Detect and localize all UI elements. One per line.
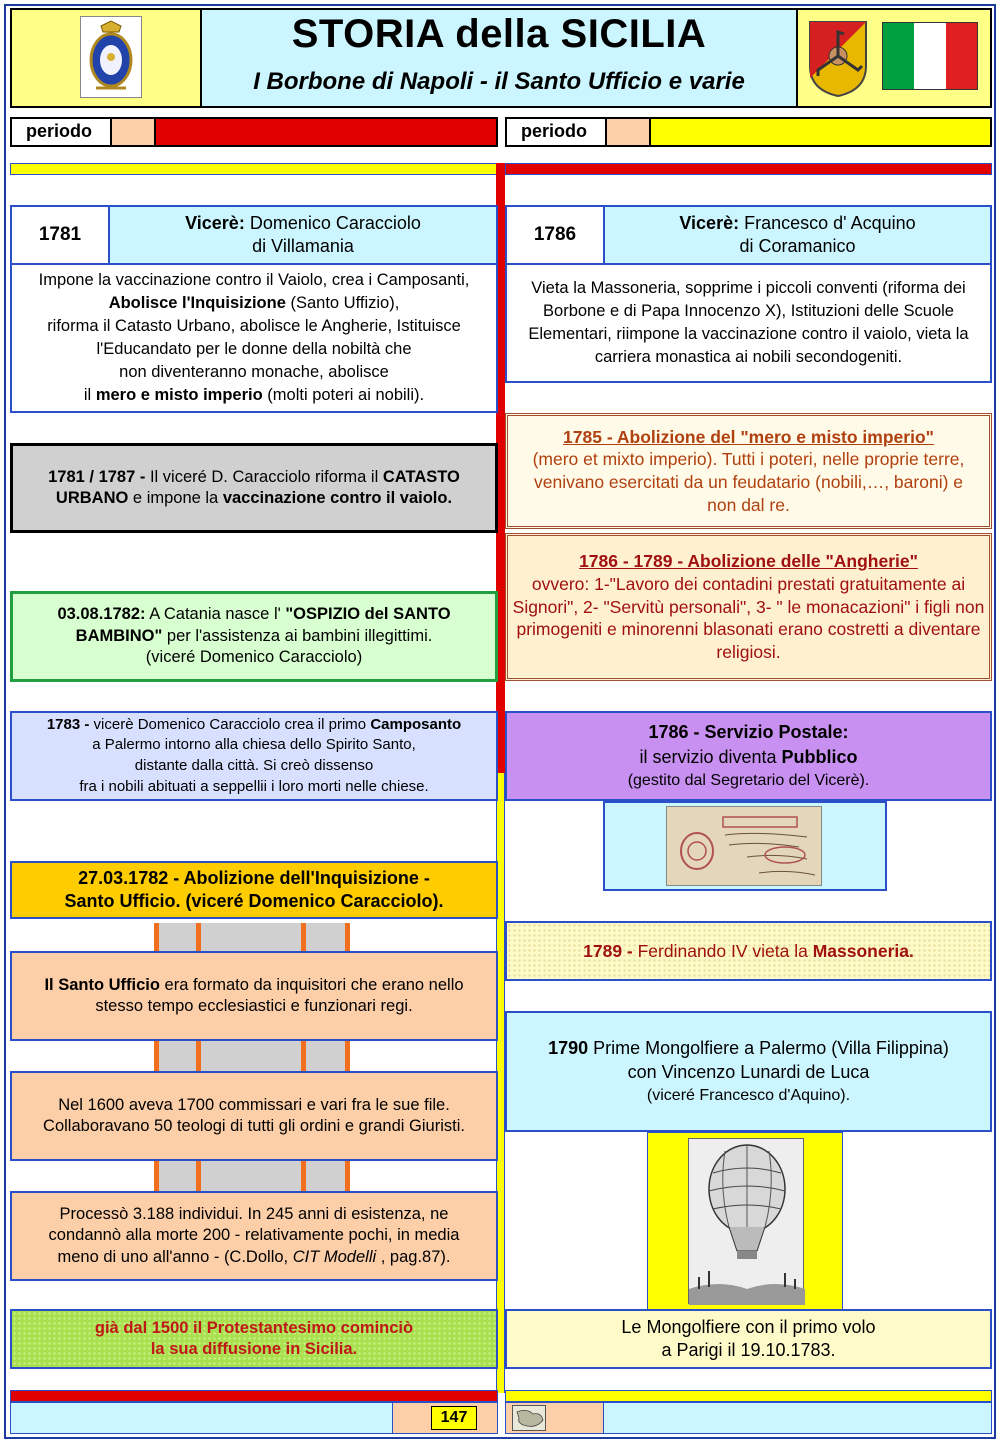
protestantesimo-box bbox=[10, 1309, 498, 1369]
angherie-box bbox=[505, 533, 992, 681]
camposanto-date: 1783 - bbox=[46, 715, 90, 733]
period-label-right: periodo bbox=[505, 117, 607, 147]
camposanto-bold: Camposanto bbox=[370, 715, 462, 733]
massoneria-bold: Massoneria. bbox=[812, 940, 914, 961]
footer-left-red bbox=[10, 1390, 498, 1402]
viceroy-place: di Coramanico bbox=[739, 236, 856, 256]
balloon-image bbox=[688, 1138, 804, 1304]
ospizio-text: A Catania nasce l' bbox=[145, 605, 286, 624]
reforms-line: il bbox=[83, 386, 96, 405]
angherie-title: 1786 - 1789 - Abolizione delle "Angherie" bbox=[579, 551, 918, 572]
period-spacer-right bbox=[605, 117, 651, 147]
camposanto-text: fra i nobili abituati a seppellii i loro morti nelle chiese. bbox=[79, 777, 429, 795]
commissari-text: Nel 1600 aveva 1700 commissari e vari fra le sue file. bbox=[58, 1095, 450, 1114]
connector-3 bbox=[154, 1161, 350, 1191]
massoneria-date: 1789 - bbox=[583, 940, 633, 961]
left-top-strip bbox=[10, 163, 498, 175]
mero-text: (mero et mixto imperio). Tutti i poteri, nelle proprie terre, venivano esercitati da un feudatario (nobili,…, baroni) e non dal re. bbox=[532, 449, 965, 515]
viceroy-name: Domenico Caracciolo bbox=[249, 212, 421, 233]
catasto-text: Il viceré D. Caracciolo riforma il bbox=[145, 467, 383, 486]
mongolfiere-text: Prime Mongolfiere a Palermo (Villa Filippina) bbox=[588, 1037, 949, 1058]
santo-ufficio-bold: Il Santo Ufficio bbox=[44, 975, 160, 994]
mero-box bbox=[505, 413, 992, 529]
catasto-box bbox=[10, 443, 498, 533]
processi-text: , pag.87). bbox=[376, 1247, 451, 1266]
inquisizione-line: Santo Ufficio. (viceré Domenico Caracciolo). bbox=[64, 891, 444, 911]
viceroy-name: Francesco d' Acquino bbox=[744, 212, 916, 233]
viceroy-place: di Villamania bbox=[252, 236, 354, 256]
catasto-text: e impone la bbox=[128, 489, 223, 507]
postale-bold: Pubblico bbox=[781, 746, 858, 767]
camposanto-text: distante dalla città. Si creò dissenso bbox=[134, 757, 374, 774]
ospizio-text: per l'assistenza ai bambini illegittimi. bbox=[162, 626, 433, 645]
camposanto-box bbox=[10, 711, 498, 801]
postale-box bbox=[505, 711, 992, 801]
protestantesimo-line: la sua diffusione in Sicilia. bbox=[150, 1340, 358, 1358]
mero-title: 1785 - Abolizione del "mero e misto imperio" bbox=[563, 426, 934, 447]
massoneria-text: Ferdinando IV vieta la bbox=[632, 940, 813, 961]
mongolfiere-text: (viceré Francesco d'Aquino). bbox=[646, 1087, 851, 1105]
reforms-line: Impone la vaccinazione contro il Vaiolo, crea i Camposanti, bbox=[38, 270, 470, 289]
reforms-line: riforma il Catasto Urbano, abolisce le Angherie, Istituisce bbox=[47, 316, 461, 335]
reforms-bold: Abolisce l'Inquisizione bbox=[108, 293, 286, 312]
ospizio-box bbox=[10, 591, 498, 682]
period-bar-red bbox=[154, 117, 498, 147]
processi-text: Processò 3.188 individui. In 245 anni di esistenza, ne condannò alla morte 200 - relativamente pochi, in media meno di uno all'anno - (C.Dollo, bbox=[48, 1204, 460, 1266]
catasto-bold: CATASTO URBANO bbox=[55, 467, 460, 507]
viceroy-1786 bbox=[603, 205, 992, 265]
mongolfiere-date: 1790 bbox=[548, 1037, 589, 1058]
footer-right-cyan bbox=[603, 1402, 992, 1434]
parigi-text: Le Mongolfiere con il primo volo bbox=[621, 1316, 876, 1337]
santo-ufficio-box bbox=[10, 951, 498, 1041]
reforms-bold: mero e misto imperio bbox=[95, 386, 263, 405]
year-1786: 1786 bbox=[505, 205, 605, 265]
year-1781: 1781 bbox=[10, 205, 110, 265]
commissari-box bbox=[10, 1071, 498, 1161]
catasto-bold: vaccinazione contro il vaiolo. bbox=[222, 489, 453, 507]
reforms-line: (molti poteri ai nobili). bbox=[262, 386, 425, 405]
ospizio-bold: "OSPIZIO del SANTO BAMBINO" bbox=[75, 605, 451, 645]
trinacria-emblem-icon bbox=[806, 18, 870, 98]
mongolfiere-text: con Vincenzo Lunardi de Luca bbox=[627, 1062, 870, 1083]
connector-1 bbox=[154, 923, 350, 951]
footer-left-cyan bbox=[10, 1402, 394, 1434]
period-label-left: periodo bbox=[10, 117, 112, 147]
catasto-date: 1781 / 1787 - bbox=[48, 467, 146, 486]
bourbon-crest-icon bbox=[80, 16, 142, 98]
viceroy-label: Vicerè: bbox=[679, 212, 740, 233]
right-top-strip bbox=[505, 163, 992, 175]
page-number: 147 bbox=[431, 1406, 477, 1430]
viceroy-label: Vicerè: bbox=[185, 212, 245, 233]
connector-2 bbox=[154, 1041, 350, 1071]
italian-flag-icon bbox=[882, 22, 978, 90]
protestantesimo-line: già dal 1500 il Protestantesimo cominciò bbox=[94, 1318, 414, 1337]
reforms-line: (Santo Uffizio), bbox=[285, 293, 400, 312]
postal-letter-image bbox=[666, 806, 822, 886]
ospizio-date: 03.08.1782: bbox=[57, 605, 146, 624]
camposanto-text: a Palermo intorno alla chiesa dello Spirito Santo, bbox=[92, 736, 416, 754]
postale-text: il servizio diventa bbox=[639, 746, 782, 767]
massoneria-box bbox=[505, 921, 992, 981]
inquisizione-line: 27.03.1782 - Abolizione dell'Inquisizione - bbox=[78, 867, 430, 888]
ospizio-viceroy: (viceré Domenico Caracciolo) bbox=[145, 648, 363, 667]
santo-ufficio-text: era formato da inquisitori che erano nello stesso tempo ecclesiastici e funzionari regi. bbox=[95, 975, 464, 1015]
reforms-1786: Vieta la Massoneria, sopprime i piccoli conventi (riforma dei Borbone e di Papa Innocenzo X), Istituzioni delle Scuole Elementari, riimpone la vaccinazione contro il vaiolo, vieta la carriera monastica ai nobili secondogeniti. bbox=[505, 263, 992, 383]
postale-text: (gestito dal Segretario del Vicerè). bbox=[627, 771, 870, 789]
mongolfiere-box bbox=[505, 1011, 992, 1132]
parigi-box bbox=[505, 1309, 992, 1369]
page-title: STORIA della SICILIA bbox=[291, 12, 707, 56]
inquisizione-box bbox=[10, 861, 498, 919]
processi-citation: CIT Modelli bbox=[292, 1247, 377, 1266]
reforms-line: non diventeranno monache, abolisce bbox=[119, 363, 389, 382]
viceroy-1781 bbox=[108, 205, 498, 265]
footer-right-yellow bbox=[505, 1390, 992, 1402]
camposanto-text: vicerè Domenico Caracciolo crea il primo bbox=[89, 715, 371, 733]
page-subtitle: I Borbone di Napoli - il Santo Ufficio e varie bbox=[253, 68, 745, 95]
map-thumbnail-icon bbox=[512, 1405, 546, 1431]
commissari-text: Collaboravano 50 teologi di tutti gli ordini e grandi Giuristi. bbox=[43, 1117, 465, 1135]
period-bar-yellow bbox=[649, 117, 992, 147]
processi-box bbox=[10, 1191, 498, 1281]
angherie-text: ovvero: 1-"Lavoro dei contadini prestati gratuitamente ai Signori", 2- "Servitù personali", 3- " le monacazioni" i figli non primogeniti e minorenni blasonati erano costretti a diventare religiosi. bbox=[512, 573, 985, 663]
postale-title: 1786 - Servizio Postale: bbox=[648, 722, 849, 743]
reforms-line: l'Educandato per le donne della nobiltà che bbox=[96, 340, 412, 358]
reforms-1781 bbox=[10, 263, 498, 413]
parigi-text: a Parigi il 19.10.1783. bbox=[661, 1340, 836, 1360]
period-spacer-left bbox=[110, 117, 156, 147]
